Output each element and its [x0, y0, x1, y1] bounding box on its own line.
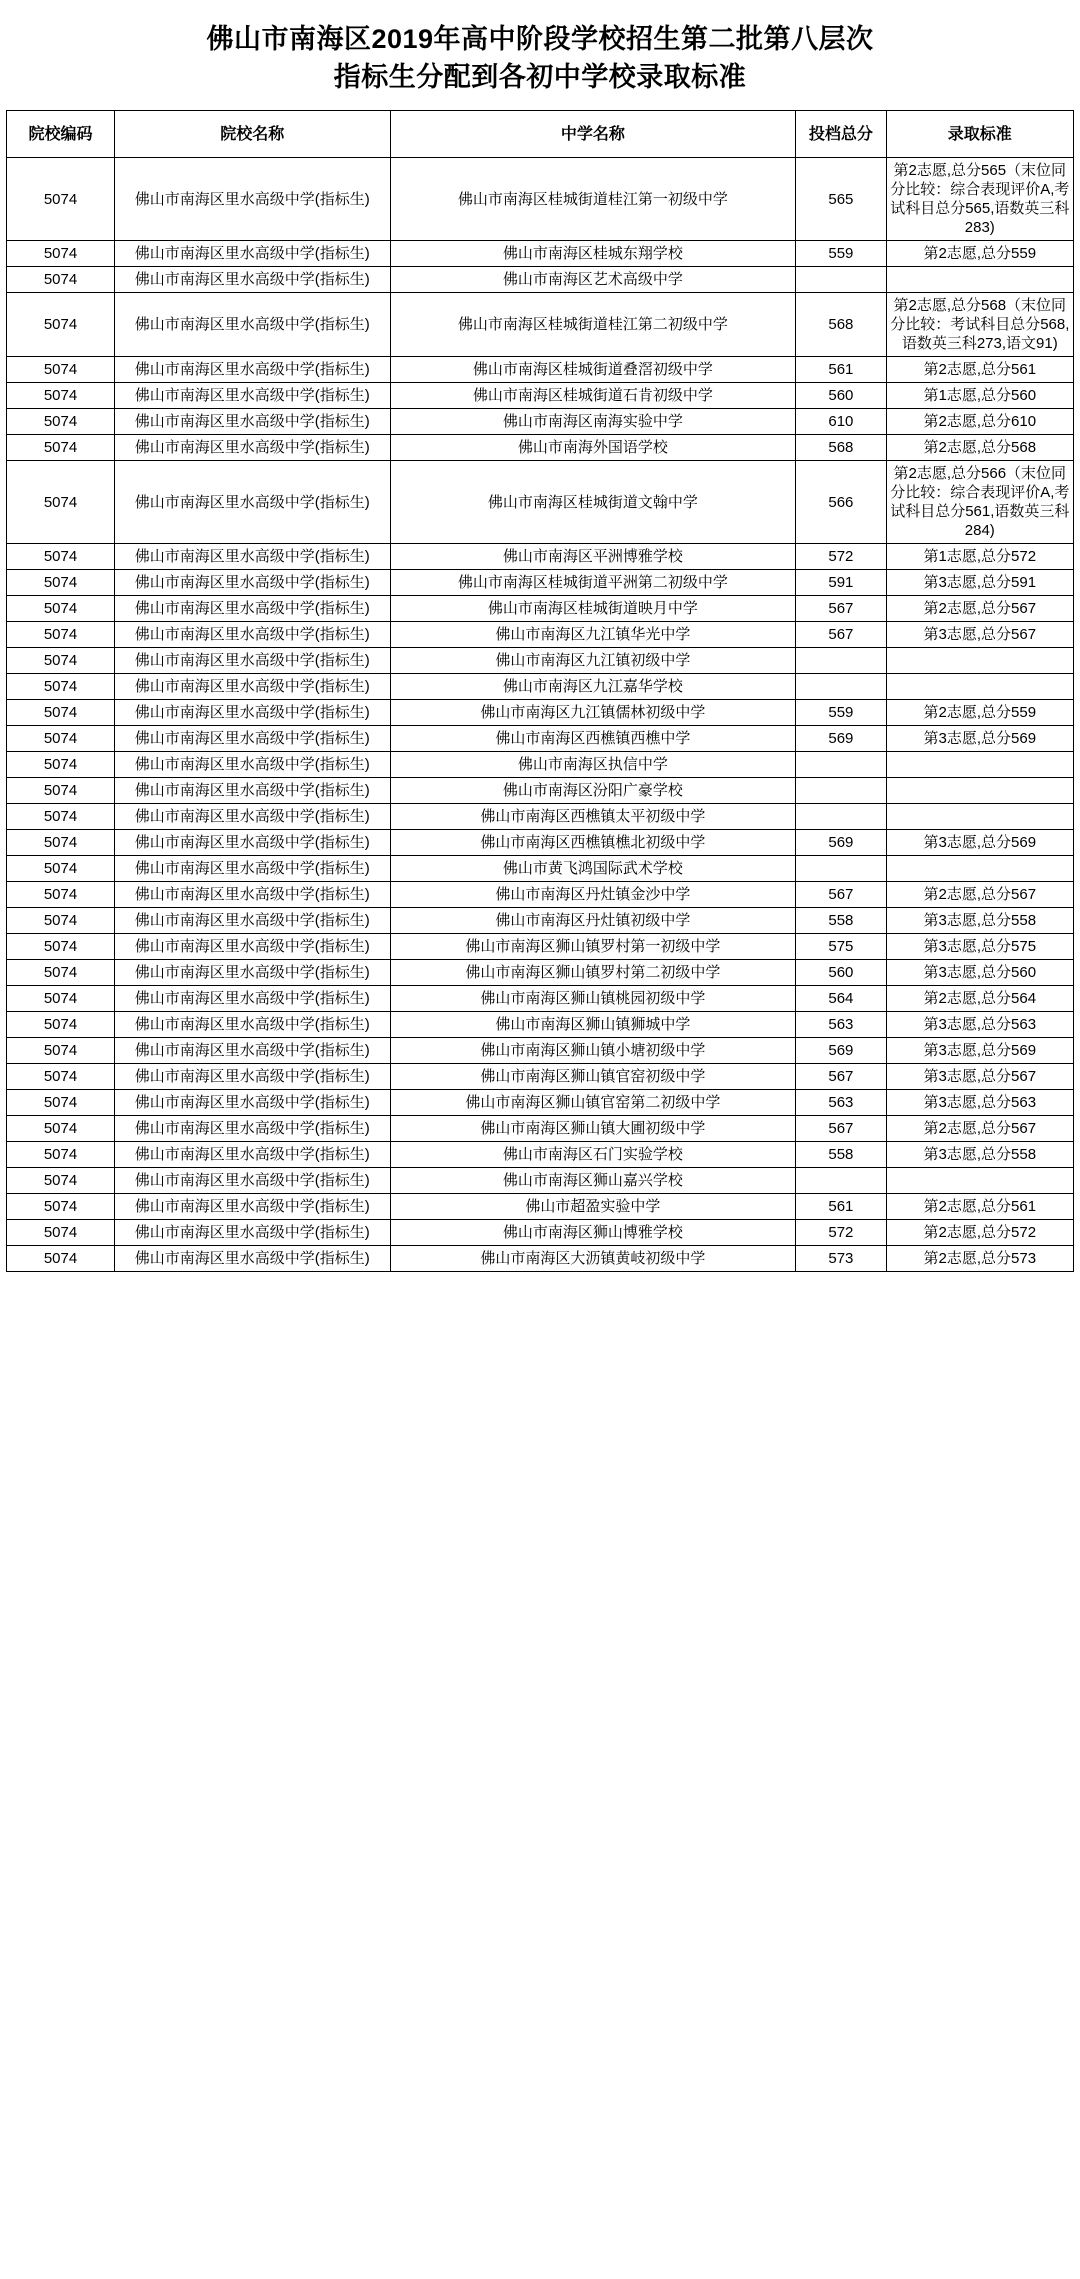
cell-code: 5074: [7, 778, 115, 804]
cell-code: 5074: [7, 804, 115, 830]
cell-middle-school: 佛山市南海区艺术高级中学: [390, 267, 796, 293]
cell-code: 5074: [7, 267, 115, 293]
cell-code: 5074: [7, 544, 115, 570]
cell-school: 佛山市南海区里水高级中学(指标生): [115, 986, 391, 1012]
cell-code: 5074: [7, 1064, 115, 1090]
cell-school: 佛山市南海区里水高级中学(指标生): [115, 726, 391, 752]
cell-score: 558: [796, 1142, 886, 1168]
table-row: [7, 1246, 1074, 1272]
cell-school: 佛山市南海区里水高级中学(指标生): [115, 674, 391, 700]
cell-middle-school: 佛山市南海区桂城东翔学校: [390, 241, 796, 267]
cell-score: 563: [796, 1012, 886, 1038]
table-row: [7, 383, 1074, 409]
cell-code: 5074: [7, 830, 115, 856]
cell-middle-school: 佛山市南海区九江镇华光中学: [390, 622, 796, 648]
cell-standard: 第2志愿,总分566（末位同分比较：综合表现评价A,考试科目总分561,语数英三科284): [886, 461, 1073, 544]
cell-middle-school: 佛山市黄飞鸿国际武术学校: [390, 856, 796, 882]
table-row: [7, 1194, 1074, 1220]
cell-standard: 第2志愿,总分565（末位同分比较：综合表现评价A,考试科目总分565,语数英三科283): [886, 158, 1073, 241]
cell-code: 5074: [7, 986, 115, 1012]
cell-standard: 第3志愿,总分569: [886, 726, 1073, 752]
cell-school: 佛山市南海区里水高级中学(指标生): [115, 648, 391, 674]
cell-standard: 第2志愿,总分559: [886, 700, 1073, 726]
cell-standard: [886, 648, 1073, 674]
cell-middle-school: 佛山市南海区桂城街道平洲第二初级中学: [390, 570, 796, 596]
cell-standard: 第1志愿,总分572: [886, 544, 1073, 570]
cell-school: 佛山市南海区里水高级中学(指标生): [115, 435, 391, 461]
table-row: [7, 986, 1074, 1012]
cell-standard: 第3志愿,总分558: [886, 1142, 1073, 1168]
cell-school: 佛山市南海区里水高级中学(指标生): [115, 357, 391, 383]
cell-code: 5074: [7, 882, 115, 908]
cell-middle-school: 佛山市南海区西樵镇西樵中学: [390, 726, 796, 752]
table-row: [7, 830, 1074, 856]
cell-standard: [886, 856, 1073, 882]
cell-code: 5074: [7, 752, 115, 778]
cell-school: 佛山市南海区里水高级中学(指标生): [115, 1090, 391, 1116]
cell-standard: [886, 752, 1073, 778]
cell-code: 5074: [7, 409, 115, 435]
cell-code: 5074: [7, 1194, 115, 1220]
admission-standards-table: [6, 110, 1074, 1272]
cell-code: 5074: [7, 908, 115, 934]
cell-score: 610: [796, 409, 886, 435]
cell-code: 5074: [7, 596, 115, 622]
cell-school: 佛山市南海区里水高级中学(指标生): [115, 934, 391, 960]
cell-middle-school: 佛山市南海区狮山镇官窑初级中学: [390, 1064, 796, 1090]
cell-score: 569: [796, 726, 886, 752]
cell-school: 佛山市南海区里水高级中学(指标生): [115, 241, 391, 267]
cell-standard: 第2志愿,总分572: [886, 1220, 1073, 1246]
table-row: [7, 934, 1074, 960]
cell-score: 567: [796, 1116, 886, 1142]
table-row: [7, 1168, 1074, 1194]
cell-code: 5074: [7, 1116, 115, 1142]
cell-code: 5074: [7, 648, 115, 674]
cell-standard: [886, 778, 1073, 804]
cell-code: 5074: [7, 1168, 115, 1194]
cell-middle-school: 佛山市南海区桂城街道文翰中学: [390, 461, 796, 544]
cell-code: 5074: [7, 383, 115, 409]
cell-standard: 第3志愿,总分569: [886, 830, 1073, 856]
cell-code: 5074: [7, 1090, 115, 1116]
table-row: [7, 648, 1074, 674]
cell-school: 佛山市南海区里水高级中学(指标生): [115, 1194, 391, 1220]
cell-standard: 第2志愿,总分573: [886, 1246, 1073, 1272]
cell-school: 佛山市南海区里水高级中学(指标生): [115, 1142, 391, 1168]
table-row: [7, 804, 1074, 830]
cell-middle-school: 佛山市南海区丹灶镇初级中学: [390, 908, 796, 934]
table-row: [7, 267, 1074, 293]
cell-school: 佛山市南海区里水高级中学(指标生): [115, 570, 391, 596]
cell-standard: 第3志愿,总分591: [886, 570, 1073, 596]
cell-school: 佛山市南海区里水高级中学(指标生): [115, 1246, 391, 1272]
cell-score: 558: [796, 908, 886, 934]
cell-school: 佛山市南海区里水高级中学(指标生): [115, 856, 391, 882]
cell-score: 559: [796, 700, 886, 726]
cell-score: 567: [796, 622, 886, 648]
cell-code: 5074: [7, 435, 115, 461]
cell-standard: 第2志愿,总分568（末位同分比较：考试科目总分568,语数英三科273,语文91): [886, 293, 1073, 357]
cell-code: 5074: [7, 357, 115, 383]
table-row: [7, 778, 1074, 804]
cell-middle-school: 佛山市南海区西樵镇樵北初级中学: [390, 830, 796, 856]
cell-code: 5074: [7, 856, 115, 882]
cell-standard: 第2志愿,总分559: [886, 241, 1073, 267]
cell-school: 佛山市南海区里水高级中学(指标生): [115, 461, 391, 544]
cell-standard: 第3志愿,总分569: [886, 1038, 1073, 1064]
cell-code: 5074: [7, 726, 115, 752]
column-header-standard: 录取标准: [886, 111, 1073, 158]
cell-score: 569: [796, 830, 886, 856]
cell-middle-school: 佛山市南海区九江镇儒林初级中学: [390, 700, 796, 726]
cell-score: 572: [796, 1220, 886, 1246]
cell-standard: [886, 674, 1073, 700]
table-row: [7, 544, 1074, 570]
cell-score: 568: [796, 435, 886, 461]
cell-score: 559: [796, 241, 886, 267]
cell-score: 566: [796, 461, 886, 544]
cell-score: 561: [796, 357, 886, 383]
column-header-score: 投档总分: [796, 111, 886, 158]
cell-middle-school: 佛山市南海区汾阳广豪学校: [390, 778, 796, 804]
cell-middle-school: 佛山市南海区桂城街道桂江第一初级中学: [390, 158, 796, 241]
column-header-school: 院校名称: [115, 111, 391, 158]
cell-score: 565: [796, 158, 886, 241]
cell-score: 567: [796, 1064, 886, 1090]
table-row: [7, 882, 1074, 908]
cell-score: [796, 752, 886, 778]
cell-standard: 第3志愿,总分575: [886, 934, 1073, 960]
table-body: [7, 158, 1074, 1272]
cell-school: 佛山市南海区里水高级中学(指标生): [115, 293, 391, 357]
cell-school: 佛山市南海区里水高级中学(指标生): [115, 1116, 391, 1142]
table-header-row: [7, 111, 1074, 158]
table-row: [7, 622, 1074, 648]
cell-school: 佛山市南海区里水高级中学(指标生): [115, 1168, 391, 1194]
table-row: [7, 596, 1074, 622]
cell-school: 佛山市南海区里水高级中学(指标生): [115, 882, 391, 908]
cell-middle-school: 佛山市南海区西樵镇太平初级中学: [390, 804, 796, 830]
cell-code: 5074: [7, 960, 115, 986]
cell-middle-school: 佛山市南海区南海实验中学: [390, 409, 796, 435]
table-row: [7, 461, 1074, 544]
table-row: [7, 357, 1074, 383]
cell-school: 佛山市南海区里水高级中学(指标生): [115, 1064, 391, 1090]
cell-score: [796, 1168, 886, 1194]
cell-standard: 第2志愿,总分561: [886, 1194, 1073, 1220]
cell-middle-school: 佛山市南海区狮山镇官窑第二初级中学: [390, 1090, 796, 1116]
cell-school: 佛山市南海区里水高级中学(指标生): [115, 158, 391, 241]
cell-school: 佛山市南海区里水高级中学(指标生): [115, 1038, 391, 1064]
cell-middle-school: 佛山市南海区狮山镇桃园初级中学: [390, 986, 796, 1012]
cell-code: 5074: [7, 241, 115, 267]
cell-standard: 第2志愿,总分564: [886, 986, 1073, 1012]
cell-score: 561: [796, 1194, 886, 1220]
table-row: [7, 700, 1074, 726]
table-row: [7, 1142, 1074, 1168]
column-header-code: 院校编码: [7, 111, 115, 158]
cell-code: 5074: [7, 570, 115, 596]
cell-code: 5074: [7, 700, 115, 726]
cell-code: 5074: [7, 1142, 115, 1168]
cell-score: 572: [796, 544, 886, 570]
cell-standard: 第3志愿,总分558: [886, 908, 1073, 934]
cell-middle-school: 佛山市南海区狮山嘉兴学校: [390, 1168, 796, 1194]
page-title: [6, 20, 1074, 96]
cell-school: 佛山市南海区里水高级中学(指标生): [115, 752, 391, 778]
cell-code: 5074: [7, 622, 115, 648]
cell-code: 5074: [7, 158, 115, 241]
page-title-line-1: 佛山市南海区2019年高中阶段学校招生第二批第八层次: [206, 24, 874, 54]
cell-code: 5074: [7, 934, 115, 960]
cell-standard: 第3志愿,总分567: [886, 622, 1073, 648]
cell-standard: 第1志愿,总分560: [886, 383, 1073, 409]
table-row: [7, 1220, 1074, 1246]
cell-standard: 第3志愿,总分560: [886, 960, 1073, 986]
cell-code: 5074: [7, 1220, 115, 1246]
cell-standard: [886, 804, 1073, 830]
cell-score: [796, 804, 886, 830]
cell-middle-school: 佛山市南海区桂城街道石肯初级中学: [390, 383, 796, 409]
cell-standard: 第2志愿,总分568: [886, 435, 1073, 461]
cell-standard: 第3志愿,总分563: [886, 1090, 1073, 1116]
cell-code: 5074: [7, 1012, 115, 1038]
table-row: [7, 570, 1074, 596]
column-header-middle-school: 中学名称: [390, 111, 796, 158]
table-row: [7, 1090, 1074, 1116]
cell-score: [796, 267, 886, 293]
cell-middle-school: 佛山市南海区平洲博雅学校: [390, 544, 796, 570]
cell-school: 佛山市南海区里水高级中学(指标生): [115, 960, 391, 986]
cell-middle-school: 佛山市南海区九江镇初级中学: [390, 648, 796, 674]
cell-school: 佛山市南海区里水高级中学(指标生): [115, 1012, 391, 1038]
cell-standard: 第2志愿,总分567: [886, 1116, 1073, 1142]
cell-score: 575: [796, 934, 886, 960]
cell-standard: [886, 267, 1073, 293]
cell-school: 佛山市南海区里水高级中学(指标生): [115, 409, 391, 435]
cell-score: 568: [796, 293, 886, 357]
cell-standard: 第2志愿,总分567: [886, 596, 1073, 622]
cell-score: [796, 856, 886, 882]
table-row: [7, 241, 1074, 267]
cell-score: 573: [796, 1246, 886, 1272]
table-row: [7, 908, 1074, 934]
cell-middle-school: 佛山市南海区石门实验学校: [390, 1142, 796, 1168]
cell-score: [796, 778, 886, 804]
cell-standard: 第2志愿,总分561: [886, 357, 1073, 383]
table-row: [7, 409, 1074, 435]
cell-code: 5074: [7, 674, 115, 700]
cell-school: 佛山市南海区里水高级中学(指标生): [115, 1220, 391, 1246]
cell-middle-school: 佛山市南海区狮山镇罗村第二初级中学: [390, 960, 796, 986]
table-row: [7, 158, 1074, 241]
cell-school: 佛山市南海区里水高级中学(指标生): [115, 267, 391, 293]
cell-school: 佛山市南海区里水高级中学(指标生): [115, 778, 391, 804]
table-row: [7, 856, 1074, 882]
cell-score: 569: [796, 1038, 886, 1064]
cell-score: 560: [796, 383, 886, 409]
cell-score: [796, 674, 886, 700]
cell-middle-school: 佛山市南海区狮山镇狮城中学: [390, 1012, 796, 1038]
cell-code: 5074: [7, 461, 115, 544]
table-row: [7, 435, 1074, 461]
cell-middle-school: 佛山市南海区桂城街道桂江第二初级中学: [390, 293, 796, 357]
table-row: [7, 726, 1074, 752]
cell-school: 佛山市南海区里水高级中学(指标生): [115, 908, 391, 934]
table-row: [7, 1064, 1074, 1090]
cell-school: 佛山市南海区里水高级中学(指标生): [115, 830, 391, 856]
table-row: [7, 293, 1074, 357]
cell-school: 佛山市南海区里水高级中学(指标生): [115, 544, 391, 570]
cell-middle-school: 佛山市南海区执信中学: [390, 752, 796, 778]
cell-score: 567: [796, 596, 886, 622]
cell-standard: 第2志愿,总分610: [886, 409, 1073, 435]
cell-score: 567: [796, 882, 886, 908]
cell-score: [796, 648, 886, 674]
page-title-line-2: 指标生分配到各初中学校录取标准: [333, 62, 747, 92]
table-row: [7, 752, 1074, 778]
cell-middle-school: 佛山市南海区狮山镇大圃初级中学: [390, 1116, 796, 1142]
cell-score: 560: [796, 960, 886, 986]
cell-school: 佛山市南海区里水高级中学(指标生): [115, 622, 391, 648]
cell-score: 563: [796, 1090, 886, 1116]
cell-middle-school: 佛山市南海区大沥镇黄岐初级中学: [390, 1246, 796, 1272]
cell-school: 佛山市南海区里水高级中学(指标生): [115, 700, 391, 726]
cell-school: 佛山市南海区里水高级中学(指标生): [115, 596, 391, 622]
cell-standard: [886, 1168, 1073, 1194]
cell-standard: 第3志愿,总分567: [886, 1064, 1073, 1090]
cell-code: 5074: [7, 1038, 115, 1064]
table-row: [7, 1116, 1074, 1142]
cell-standard: 第3志愿,总分563: [886, 1012, 1073, 1038]
table-row: [7, 1038, 1074, 1064]
cell-school: 佛山市南海区里水高级中学(指标生): [115, 383, 391, 409]
cell-middle-school: 佛山市南海区桂城街道映月中学: [390, 596, 796, 622]
table-row: [7, 960, 1074, 986]
cell-score: 591: [796, 570, 886, 596]
cell-school: 佛山市南海区里水高级中学(指标生): [115, 804, 391, 830]
cell-code: 5074: [7, 293, 115, 357]
cell-middle-school: 佛山市南海区丹灶镇金沙中学: [390, 882, 796, 908]
cell-middle-school: 佛山市南海区狮山镇罗村第一初级中学: [390, 934, 796, 960]
cell-code: 5074: [7, 1246, 115, 1272]
cell-standard: 第2志愿,总分567: [886, 882, 1073, 908]
cell-middle-school: 佛山市南海区桂城街道叠滘初级中学: [390, 357, 796, 383]
cell-middle-school: 佛山市南海外国语学校: [390, 435, 796, 461]
cell-middle-school: 佛山市超盈实验中学: [390, 1194, 796, 1220]
cell-middle-school: 佛山市南海区九江嘉华学校: [390, 674, 796, 700]
table-row: [7, 1012, 1074, 1038]
cell-score: 564: [796, 986, 886, 1012]
table-row: [7, 674, 1074, 700]
cell-middle-school: 佛山市南海区狮山博雅学校: [390, 1220, 796, 1246]
cell-middle-school: 佛山市南海区狮山镇小塘初级中学: [390, 1038, 796, 1064]
